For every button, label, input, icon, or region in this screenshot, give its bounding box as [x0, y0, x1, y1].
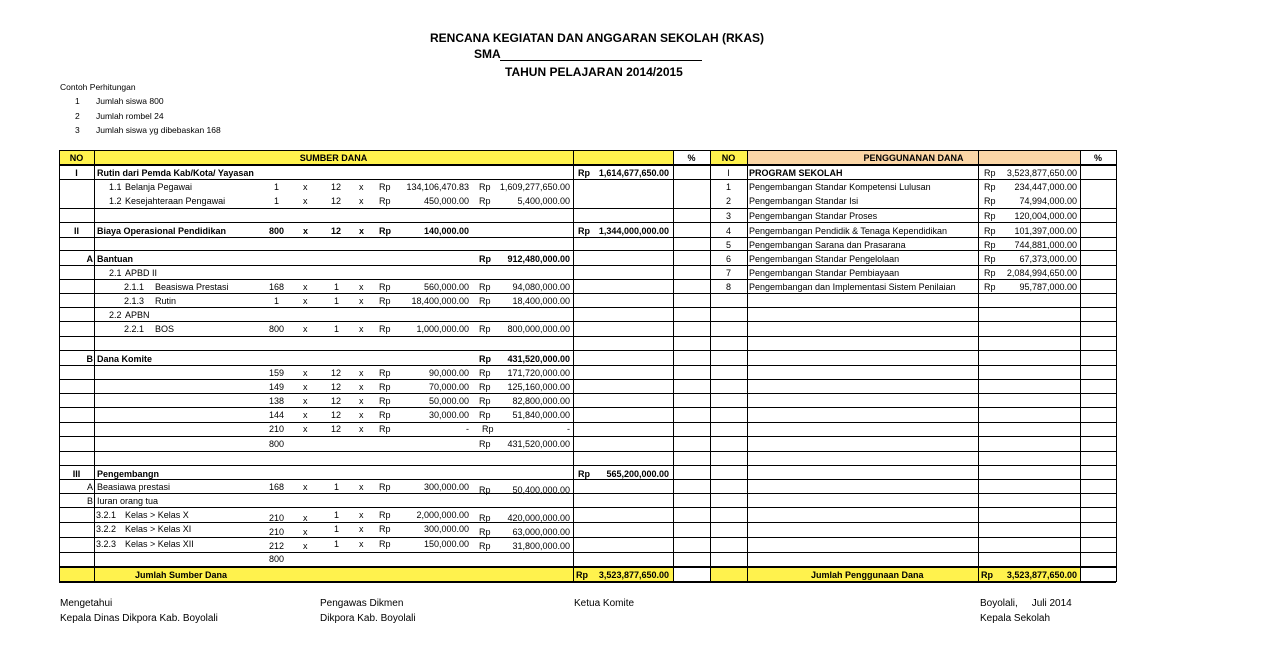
row-label: APBD II — [125, 268, 158, 278]
row-currency: Rp — [479, 196, 491, 206]
row-times: x — [303, 410, 308, 420]
row-currency: Rp — [479, 282, 491, 292]
total-sumber-currency: Rp — [576, 570, 588, 580]
table-row — [59, 366, 1116, 380]
row-times: x — [359, 196, 364, 206]
row-months: 1 — [334, 510, 340, 520]
row-qty: 1 — [274, 182, 280, 192]
row-times: x — [359, 524, 364, 534]
table-row — [59, 238, 1116, 252]
signature-role: Dikpora Kab. Boyolali — [320, 613, 416, 624]
use-label: Pengembangan dan Implementasi Sistem Penilaian — [749, 282, 956, 292]
row-times: x — [359, 182, 364, 192]
row-currency: Rp — [479, 485, 491, 495]
example-item: Jumlah siswa yg dibebaskan 168 — [96, 125, 221, 135]
use-amount: 67,373,000.00 — [1019, 254, 1077, 264]
row-amount: 5,400,000.00 — [517, 196, 570, 206]
row-letter: A — [86, 254, 93, 264]
use-label: Pengembangan Sarana dan Prasarana — [749, 240, 906, 250]
row-currency: Rp — [479, 382, 491, 392]
row-currency: Rp — [479, 354, 491, 364]
example-item-no: 2 — [75, 111, 80, 121]
row-currency: Rp — [479, 254, 491, 264]
row-currency: Rp — [479, 324, 491, 334]
use-amount: 120,004,000.00 — [1014, 211, 1077, 221]
row-currency: Rp — [379, 282, 391, 292]
row-amount: - — [567, 424, 570, 434]
header-no: NO — [69, 153, 84, 163]
table-row — [59, 322, 1116, 336]
table-row — [59, 166, 1116, 180]
total-penggunaan-currency: Rp — [981, 570, 993, 580]
row-sub: 2.2.1 — [124, 324, 145, 334]
row-qty: 168 — [269, 282, 285, 292]
row-unit: 300,000.00 — [423, 524, 469, 534]
header-percent: % — [687, 153, 696, 163]
row-times: x — [359, 282, 364, 292]
row-times: x — [359, 324, 364, 334]
row-months: 12 — [331, 424, 342, 434]
row-sub: 1.2 — [109, 196, 122, 206]
row-no: III — [72, 469, 81, 479]
row-qty: 800 — [269, 226, 285, 236]
use-no: 8 — [725, 282, 731, 292]
row-amount: 431,520,000.00 — [507, 354, 570, 364]
row-times: x — [303, 282, 308, 292]
table-row — [59, 552, 1116, 566]
row-months: 1 — [334, 482, 340, 492]
row-label: APBN — [125, 310, 150, 320]
row-amount: 94,080,000.00 — [512, 282, 570, 292]
row-sub: 2.1.1 — [124, 282, 145, 292]
table-row — [59, 408, 1116, 422]
row-currency: Rp — [379, 324, 391, 334]
row-qty: 168 — [269, 482, 285, 492]
row-amount: 800,000,000.00 — [507, 324, 570, 334]
use-no: I — [727, 168, 730, 178]
row-times: x — [359, 396, 364, 406]
row-times: x — [359, 510, 364, 520]
row-currency: Rp — [479, 439, 491, 449]
use-label: Pengembangan Standar Pengelolaan — [749, 254, 900, 264]
row-amount: 51,840,000.00 — [512, 410, 570, 420]
row-currency: Rp — [479, 396, 491, 406]
row-amount: 912,480,000.00 — [507, 254, 570, 264]
row-times: x — [303, 482, 308, 492]
example-title: Contoh Perhitungan — [60, 82, 136, 92]
table-row — [59, 494, 1116, 508]
row-total: 1,614,677,650.00 — [598, 168, 669, 178]
row-qty: 149 — [269, 382, 285, 392]
use-currency: Rp — [984, 226, 996, 236]
row-unit: 560,000.00 — [423, 282, 469, 292]
row-currency: Rp — [379, 382, 391, 392]
table-header-row — [59, 151, 1116, 165]
table-row — [59, 280, 1116, 294]
document-title: RENCANA KEGIATAN DAN ANGGARAN SEKOLAH (RKAS) — [430, 31, 764, 45]
row-letter: A — [86, 482, 93, 492]
row-months: 1 — [334, 282, 340, 292]
table-row — [59, 266, 1116, 280]
row-label: BOS — [155, 324, 175, 334]
use-no: 4 — [725, 226, 731, 236]
use-amount: 3,523,877,650.00 — [1006, 168, 1077, 178]
use-currency: Rp — [984, 268, 996, 278]
signature-role: Kepala Sekolah — [980, 613, 1051, 624]
row-times: x — [359, 226, 365, 236]
row-times: x — [303, 324, 308, 334]
row-times: x — [359, 368, 364, 378]
use-currency: Rp — [984, 254, 996, 264]
row-sub: 3.2.2 — [96, 524, 117, 534]
row-currency: Rp — [479, 527, 491, 537]
school-label: SMA — [474, 47, 501, 61]
table-row — [59, 294, 1116, 308]
row-times: x — [303, 368, 308, 378]
row-months: 1 — [334, 539, 340, 549]
row-unit: 450,000.00 — [423, 196, 469, 206]
row-times: x — [359, 410, 364, 420]
use-currency: Rp — [984, 196, 996, 206]
row-amount: 63,000,000.00 — [512, 527, 570, 537]
row-times: x — [303, 382, 308, 392]
example-item-no: 3 — [75, 125, 80, 135]
row-currency: Rp — [482, 424, 494, 434]
academic-year: TAHUN PELAJARAN 2014/2015 — [505, 65, 683, 79]
row-label: Belanja Pegawai — [125, 182, 193, 192]
example-item-no: 1 — [75, 96, 80, 106]
row-label: Pengembangn — [97, 469, 160, 479]
table-row — [59, 522, 1116, 536]
row-times: x — [303, 296, 308, 306]
row-no: I — [75, 168, 78, 178]
signature-title: Pengawas Dikmen — [320, 598, 404, 609]
row-label: Iuran orang tua — [97, 496, 159, 506]
signature-role: Kepala Dinas Dikpora Kab. Boyolali — [60, 613, 218, 624]
row-times: x — [359, 296, 364, 306]
row-letter: B — [86, 354, 93, 364]
total-penggunaan-amount: 3,523,877,650.00 — [1006, 570, 1077, 580]
row-qty: 144 — [269, 410, 285, 420]
row-currency: Rp — [479, 296, 491, 306]
row-currency: Rp — [479, 513, 491, 523]
row-label: Kelas > Kelas XII — [125, 539, 194, 549]
row-months: 12 — [331, 182, 342, 192]
table-row — [59, 422, 1116, 436]
row-times: x — [303, 513, 308, 523]
table-row — [59, 394, 1116, 408]
row-currency: Rp — [379, 296, 391, 306]
row-currency: Rp — [479, 410, 491, 420]
use-no: 1 — [725, 182, 731, 192]
row-qty: 800 — [269, 439, 285, 449]
table-row — [59, 308, 1116, 322]
row-times: x — [303, 396, 308, 406]
row-amount: 18,400,000.00 — [512, 296, 570, 306]
row-no: II — [73, 226, 79, 236]
signature-title: Mengetahui — [60, 598, 113, 609]
header-sumber-dana: SUMBER DANA — [299, 153, 368, 163]
row-qty: 210 — [269, 527, 285, 537]
row-months: 1 — [334, 324, 340, 334]
row-qty: 210 — [269, 513, 285, 523]
row-unit: 18,400,000.00 — [411, 296, 469, 306]
row-months: 1 — [334, 296, 340, 306]
table-row — [59, 180, 1116, 194]
row-currency: Rp — [379, 196, 391, 206]
use-no: 5 — [725, 240, 731, 250]
row-amount: 31,800,000.00 — [512, 541, 570, 551]
row-currency: Rp — [379, 182, 391, 192]
row-qty: 1 — [274, 296, 280, 306]
table-row — [59, 224, 1116, 238]
row-times: x — [303, 196, 308, 206]
row-sub: 2.2 — [109, 310, 122, 320]
row-qty: 800 — [269, 324, 285, 334]
row-label: Rutin — [155, 296, 177, 306]
use-currency: Rp — [984, 168, 996, 178]
row-months: 12 — [331, 410, 342, 420]
use-amount: 95,787,000.00 — [1019, 282, 1077, 292]
use-amount: 101,397,000.00 — [1014, 226, 1077, 236]
row-amount: 125,160,000.00 — [507, 382, 570, 392]
row-currency: Rp — [379, 539, 391, 549]
row-months: 1 — [334, 524, 340, 534]
use-no: 7 — [725, 268, 731, 278]
row-amount: 171,720,000.00 — [507, 368, 570, 378]
row-months: 12 — [331, 196, 342, 206]
school-name-blank-line — [500, 60, 702, 61]
use-currency: Rp — [984, 282, 996, 292]
row-months: 12 — [331, 382, 342, 392]
use-label: Pengembangan Pendidik & Tenaga Kependidikan — [749, 226, 947, 236]
table-row — [59, 352, 1116, 366]
row-label: Kelas > Kelas XI — [125, 524, 192, 534]
row-letter: B — [86, 496, 93, 506]
row-amount: 431,520,000.00 — [507, 439, 570, 449]
row-currency: Rp — [479, 541, 491, 551]
row-unit: - — [466, 424, 469, 434]
use-label: Pengembangan Standar Pembiayaan — [749, 268, 900, 278]
use-no: 6 — [725, 254, 731, 264]
use-currency: Rp — [984, 211, 996, 221]
table-row — [59, 537, 1116, 551]
use-amount: 74,994,000.00 — [1019, 196, 1077, 206]
use-amount: 744,881,000.00 — [1014, 240, 1077, 250]
row-qty: 210 — [269, 424, 285, 434]
row-times: x — [303, 226, 309, 236]
row-times: x — [303, 424, 308, 434]
use-no: 3 — [725, 211, 731, 221]
row-currency: Rp — [379, 410, 391, 420]
table-row — [59, 209, 1116, 223]
row-times: x — [303, 527, 308, 537]
row-label: Biaya Operasional Pendidikan — [97, 226, 227, 236]
row-months: 12 — [331, 396, 342, 406]
row-unit: 150,000.00 — [423, 539, 469, 549]
row-label: Dana Komite — [97, 354, 153, 364]
row-sub: 3.2.1 — [96, 510, 117, 520]
row-currency: Rp — [578, 469, 590, 479]
header-percent-2: % — [1093, 153, 1102, 163]
use-amount: 234,447,000.00 — [1014, 182, 1077, 192]
row-times: x — [359, 539, 364, 549]
use-label: Pengembangan Standar Isi — [749, 196, 859, 206]
row-sub: 2.1 — [109, 268, 122, 278]
signature-place-date: Boyolali, Juli 2014 — [980, 598, 1072, 609]
row-currency: Rp — [379, 226, 391, 236]
example-item: Jumlah siswa 800 — [96, 96, 164, 106]
table-row — [59, 437, 1116, 451]
row-sub: 2.1.3 — [124, 296, 145, 306]
row-qty: 800 — [269, 554, 285, 564]
row-unit: 50,000.00 — [428, 396, 469, 406]
header-penggunaan-dana: PENGGUNANAN DANA — [863, 153, 964, 163]
row-months: 12 — [331, 368, 342, 378]
row-label: Kelas > Kelas X — [125, 510, 189, 520]
table-row — [59, 480, 1116, 494]
row-currency: Rp — [479, 182, 491, 192]
use-no: 2 — [725, 196, 731, 206]
row-currency: Rp — [578, 226, 590, 236]
row-times: x — [303, 541, 308, 551]
row-qty: 1 — [274, 196, 280, 206]
row-unit: 30,000.00 — [428, 410, 469, 420]
row-currency: Rp — [379, 424, 391, 434]
row-qty: 212 — [269, 541, 285, 551]
use-label: Pengembangan Standar Proses — [749, 211, 878, 221]
signature-title: Ketua Komite — [574, 598, 635, 609]
row-unit: 300,000.00 — [423, 482, 469, 492]
row-months: 12 — [331, 226, 342, 236]
row-total: 1,344,000,000.00 — [598, 226, 669, 236]
example-item: Jumlah rombel 24 — [96, 111, 164, 121]
row-currency: Rp — [379, 482, 391, 492]
row-currency: Rp — [379, 368, 391, 378]
row-amount: 1,609,277,650.00 — [499, 182, 570, 192]
row-total: 565,200,000.00 — [606, 469, 669, 479]
use-label: Pengembangan Standar Kompetensi Lulusan — [749, 182, 931, 192]
row-qty: 159 — [269, 368, 285, 378]
header-no-2: NO — [721, 153, 736, 163]
row-currency: Rp — [479, 368, 491, 378]
table-row — [59, 252, 1116, 266]
row-label: Beasiswa Prestasi — [155, 282, 229, 292]
total-sumber-amount: 3,523,877,650.00 — [598, 570, 669, 580]
row-currency: Rp — [578, 168, 590, 178]
row-label: Rutin dari Pemda Kab/Kota/ Yayasan — [97, 168, 254, 178]
row-unit: 1,000,000.00 — [416, 324, 469, 334]
row-unit: 140,000.00 — [423, 226, 469, 236]
row-times: x — [359, 382, 364, 392]
use-currency: Rp — [984, 182, 996, 192]
use-currency: Rp — [984, 240, 996, 250]
use-amount: 2,084,994,650.00 — [1006, 268, 1077, 278]
total-penggunaan-label: Jumlah Penggunaan Dana — [811, 570, 924, 580]
row-unit: 70,000.00 — [428, 382, 469, 392]
row-qty: 138 — [269, 396, 285, 406]
row-unit: 2,000,000.00 — [416, 510, 469, 520]
row-unit: 134,106,470.83 — [406, 182, 469, 192]
table-row — [59, 194, 1116, 208]
row-amount: 420,000,000.00 — [507, 513, 570, 523]
row-currency: Rp — [379, 524, 391, 534]
totals-row — [59, 568, 1116, 582]
row-times: x — [359, 482, 364, 492]
row-currency: Rp — [379, 510, 391, 520]
total-sumber-label: Jumlah Sumber Dana — [135, 570, 228, 580]
table-row — [59, 508, 1116, 522]
row-amount: 50,400,000.00 — [512, 485, 570, 495]
row-currency: Rp — [379, 396, 391, 406]
row-times: x — [359, 424, 364, 434]
row-unit: 90,000.00 — [428, 368, 469, 378]
use-label: PROGRAM SEKOLAH — [749, 168, 843, 178]
row-times: x — [303, 182, 308, 192]
row-label: Kesejahteraan Pengawai — [125, 196, 226, 206]
row-label: Beasiawa prestasi — [97, 482, 171, 492]
row-amount: 82,800,000.00 — [512, 396, 570, 406]
row-sub: 1.1 — [109, 182, 122, 192]
table-row — [59, 467, 1116, 481]
row-label: Bantuan — [97, 254, 133, 264]
row-sub: 3.2.3 — [96, 539, 117, 549]
table-row — [59, 380, 1116, 394]
